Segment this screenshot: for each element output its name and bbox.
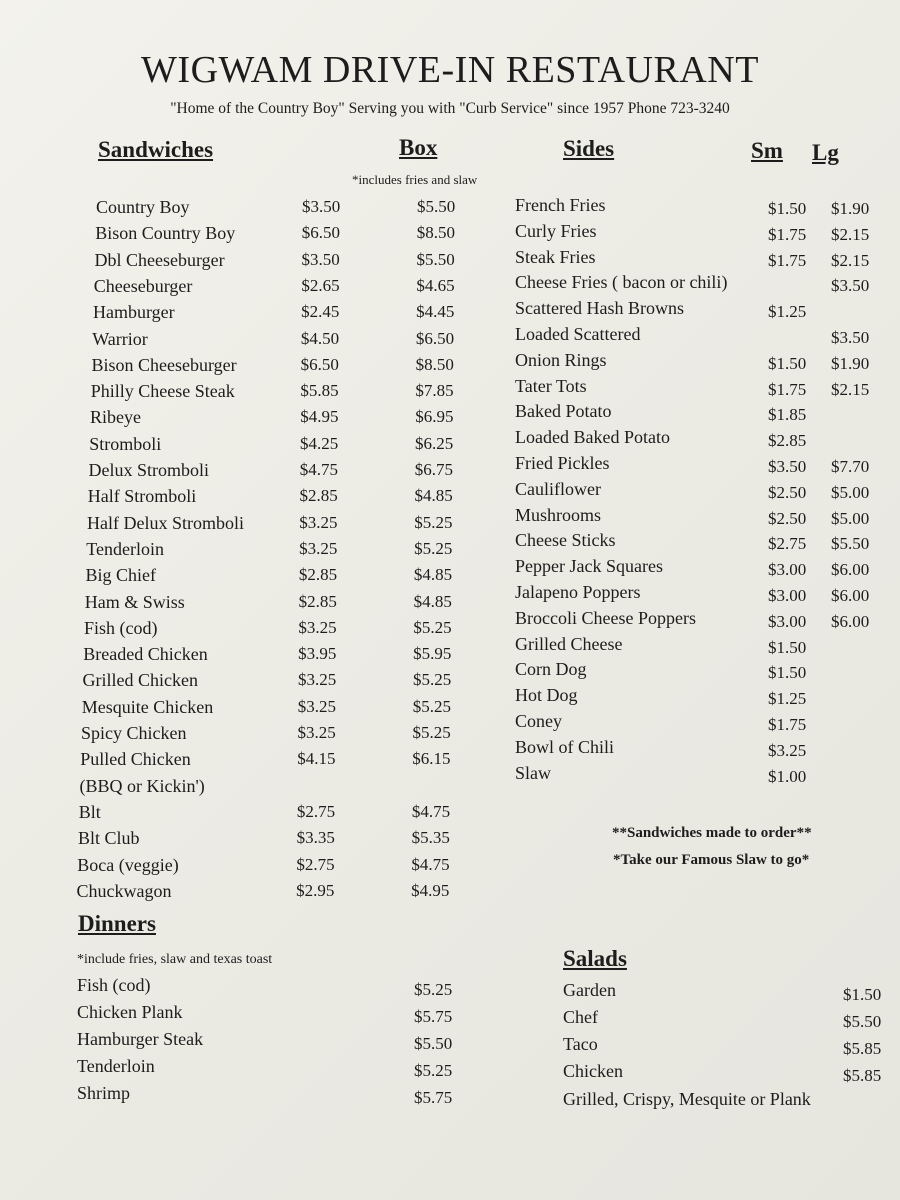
side-name: French Fries xyxy=(515,195,606,215)
dinner-price: $5.75 xyxy=(414,1007,453,1026)
box-note: *includes fries and slaw xyxy=(352,172,478,187)
lg-heading: Lg xyxy=(812,140,839,165)
side-name: Hot Dog xyxy=(515,685,578,706)
side-large-price: $5.00 xyxy=(831,508,870,528)
salad-name: Garden xyxy=(563,980,616,1000)
side-small-price: $1.50 xyxy=(768,199,807,218)
sandwich-name: Chuckwagon xyxy=(76,880,172,901)
side-small-price: $3.00 xyxy=(768,611,807,631)
sandwich-name: Fish (cod) xyxy=(84,617,158,638)
sandwich-box-price: $5.50 xyxy=(417,197,456,216)
slaw-to-go-note: *Take our Famous Slaw to go* xyxy=(613,852,810,868)
side-name: Onion Rings xyxy=(515,349,607,370)
sandwich-price: $4.15 xyxy=(297,749,336,769)
side-large-price: $6.00 xyxy=(831,586,870,605)
side-name: Tater Tots xyxy=(515,375,587,396)
side-large-price: $1.90 xyxy=(831,353,870,373)
sandwich-price: $5.85 xyxy=(300,381,339,401)
side-name: Fried Pickles xyxy=(515,453,610,473)
side-small-price: $1.50 xyxy=(768,353,807,373)
sandwich-name: Boca (veggie) xyxy=(77,854,179,875)
sandwich-box-price: $5.95 xyxy=(413,644,452,664)
side-large-price: $3.50 xyxy=(831,276,870,296)
tagline: "Home of the Country Boy" Serving you with "Curb Service" since 1957 Phone 723-3240 xyxy=(170,100,730,117)
sandwiches-heading: Sandwiches xyxy=(98,137,214,162)
salad-chicken-options: Grilled, Crispy, Mesquite or Plank xyxy=(563,1089,811,1109)
side-small-price: $1.50 xyxy=(768,637,807,657)
side-small-price: $2.50 xyxy=(768,508,807,528)
sandwich-name: Bison Country Boy xyxy=(95,223,236,244)
box-heading: Box xyxy=(399,135,438,160)
sandwich-box-price: $5.25 xyxy=(412,723,451,742)
sandwich-name: Dbl Cheeseburger xyxy=(94,249,225,270)
side-name: Coney xyxy=(515,711,562,731)
sandwich-box-price: $6.15 xyxy=(412,749,451,769)
side-large-price: $2.15 xyxy=(831,224,870,244)
side-name: Cheese Fries ( bacon or chili) xyxy=(515,272,728,293)
side-small-price: $3.25 xyxy=(768,740,807,760)
sandwich-name: Breaded Chicken xyxy=(83,644,208,665)
side-small-price: $3.00 xyxy=(768,560,807,580)
salad-name: Chef xyxy=(563,1007,598,1027)
sandwich-name: Mesquite Chicken xyxy=(81,696,214,717)
dinner-price: $5.25 xyxy=(414,1061,453,1080)
sandwich-price: $3.50 xyxy=(302,197,341,216)
sandwich-box-price: $7.85 xyxy=(415,381,454,401)
side-name: Loaded Baked Potato xyxy=(515,427,670,448)
sandwich-box-price: $4.65 xyxy=(416,275,455,295)
side-small-price: $1.00 xyxy=(768,766,807,786)
side-small-price: $2.50 xyxy=(768,482,807,502)
sandwich-price: $4.25 xyxy=(299,433,339,453)
side-small-price: $2.75 xyxy=(768,534,807,554)
side-name: Cauliflower xyxy=(515,478,601,499)
made-to-order-note: **Sandwiches made to order** xyxy=(612,825,812,841)
side-small-price: $3.50 xyxy=(768,457,807,476)
sandwich-name: Ribeye xyxy=(90,407,141,428)
sandwich-name: Hamburger xyxy=(93,302,175,323)
restaurant-title: WIGWAM DRIVE-IN RESTAURANT xyxy=(141,49,759,91)
side-small-price: $1.25 xyxy=(768,689,807,709)
sandwich-box-price: $6.25 xyxy=(414,433,454,453)
side-small-price: $2.85 xyxy=(768,431,807,451)
side-name: Slaw xyxy=(515,762,551,783)
sandwich-box-price: $5.25 xyxy=(414,512,453,532)
sandwich-name: Tenderloin xyxy=(86,538,164,559)
sandwich-price: $4.75 xyxy=(299,460,338,479)
side-small-price: $3.00 xyxy=(768,586,807,605)
sandwich-price: $2.85 xyxy=(298,565,338,585)
sandwich-name: Delux Stromboli xyxy=(88,460,209,480)
side-name: Bowl of Chili xyxy=(515,736,615,757)
salad-name: Taco xyxy=(563,1034,598,1054)
side-small-price: $1.75 xyxy=(768,224,807,244)
side-name: Jalapeno Poppers xyxy=(515,582,641,602)
sandwich-name: Philly Cheese Steak xyxy=(90,381,235,402)
side-large-price: $6.00 xyxy=(831,611,870,631)
side-large-price: $5.50 xyxy=(831,534,870,554)
side-name: Broccoli Cheese Poppers xyxy=(515,607,696,628)
sandwich-name: Spicy Chicken xyxy=(81,723,187,743)
side-small-price: $1.75 xyxy=(768,250,807,270)
sandwich-price: $3.25 xyxy=(299,538,338,558)
sandwich-box-price: $4.85 xyxy=(413,591,452,611)
sandwich-box-price: $8.50 xyxy=(415,354,454,374)
side-name: Steak Fries xyxy=(515,246,596,267)
side-large-price: $6.00 xyxy=(831,560,870,580)
sandwich-price: $2.85 xyxy=(298,591,337,611)
sandwich-name: Stromboli xyxy=(89,433,162,454)
side-name: Grilled Cheese xyxy=(515,633,623,654)
sandwich-price: $3.25 xyxy=(297,723,336,742)
sandwich-price: $4.95 xyxy=(300,407,339,427)
sandwich-price: $2.75 xyxy=(296,801,336,821)
sandwich-box-price: $5.50 xyxy=(416,249,455,269)
dinners-note: *include fries, slaw and texas toast xyxy=(77,952,273,967)
sandwich-name: Big Chief xyxy=(85,565,156,586)
sandwich-box-price: $4.85 xyxy=(414,486,453,506)
side-name: Corn Dog xyxy=(515,659,587,680)
side-name: Pepper Jack Squares xyxy=(515,556,663,577)
dinner-name: Chicken Plank xyxy=(77,1002,183,1022)
sandwich-name: Country Boy xyxy=(96,197,190,217)
side-small-price: $1.75 xyxy=(768,715,807,734)
sandwich-name: Bison Cheeseburger xyxy=(91,354,237,375)
sandwich-price: $3.25 xyxy=(299,512,338,532)
dinner-name: Hamburger Steak xyxy=(77,1029,204,1049)
side-large-price: $7.70 xyxy=(831,457,870,476)
sandwich-price: $2.75 xyxy=(296,854,335,874)
side-name: Curly Fries xyxy=(515,220,597,241)
sandwich-name: Half Stromboli xyxy=(87,486,197,507)
side-large-price: $3.50 xyxy=(831,328,870,347)
sides-heading: Sides xyxy=(563,136,615,161)
side-name: Mushrooms xyxy=(515,504,602,525)
sandwich-box-price: $4.75 xyxy=(411,801,451,821)
sandwich-box-price: $5.25 xyxy=(414,538,453,558)
sandwich-price: $3.95 xyxy=(298,644,337,664)
side-small-price: $1.25 xyxy=(768,302,807,322)
dinners-heading: Dinners xyxy=(78,911,156,936)
side-large-price: $5.00 xyxy=(831,482,870,502)
sandwich-box-price: $6.75 xyxy=(414,460,453,479)
dinner-price: $5.25 xyxy=(414,980,453,999)
side-large-price: $1.90 xyxy=(831,199,870,218)
sandwich-box-price: $5.35 xyxy=(411,828,450,848)
sandwich-price: $3.50 xyxy=(301,249,340,269)
sandwich-name: Blt Club xyxy=(78,828,140,849)
dinner-price: $5.50 xyxy=(414,1034,453,1053)
dinner-name: Fish (cod) xyxy=(77,975,151,995)
sandwich-price: $6.50 xyxy=(301,223,341,243)
sandwich-box-price: $4.95 xyxy=(411,880,450,900)
sandwich-box-price: $4.45 xyxy=(416,302,455,322)
sandwich-price: $3.35 xyxy=(296,828,335,848)
sandwich-name: Cheeseburger xyxy=(93,275,193,296)
side-name: Loaded Scattered xyxy=(515,324,641,344)
sandwich-name: Grilled Chicken xyxy=(82,670,198,691)
sandwich-name: Ham & Swiss xyxy=(84,591,185,612)
dinner-price: $5.75 xyxy=(414,1088,453,1107)
sandwich-box-price: $4.85 xyxy=(413,565,453,585)
sandwich-name: (BBQ or Kickin') xyxy=(79,775,205,796)
side-name: Baked Potato xyxy=(515,401,612,422)
sandwich-price: $3.25 xyxy=(297,670,337,690)
side-name: Scattered Hash Browns xyxy=(515,298,684,319)
sandwich-price: $2.85 xyxy=(299,486,338,506)
side-name: Cheese Sticks xyxy=(515,530,616,551)
side-large-price: $2.15 xyxy=(831,379,870,399)
salad-name: Chicken xyxy=(563,1061,623,1081)
sandwich-price: $3.25 xyxy=(297,696,336,716)
sandwich-box-price: $5.25 xyxy=(412,670,452,690)
sandwich-box-price: $6.95 xyxy=(415,407,454,427)
sandwich-price: $2.45 xyxy=(301,302,340,322)
dinner-name: Shrimp xyxy=(77,1083,131,1103)
sandwich-box-price: $4.75 xyxy=(411,854,450,874)
sandwich-price: $4.50 xyxy=(300,328,340,348)
sandwich-box-price: $5.25 xyxy=(413,617,452,637)
salads-heading: Salads xyxy=(563,946,627,971)
dinner-name: Tenderloin xyxy=(77,1056,155,1076)
sandwich-box-price: $8.50 xyxy=(416,223,456,243)
sandwich-price: $2.65 xyxy=(301,275,340,295)
side-small-price: $1.75 xyxy=(768,379,807,399)
side-small-price: $1.85 xyxy=(768,405,807,425)
sandwich-name: Blt xyxy=(78,801,101,822)
sandwich-price: $2.95 xyxy=(296,880,335,900)
sandwich-box-price: $5.25 xyxy=(412,696,451,716)
side-large-price: $2.15 xyxy=(831,250,870,270)
salad-price: $5.85 xyxy=(843,1066,882,1085)
sm-heading: Sm xyxy=(751,138,783,163)
salad-price: $5.50 xyxy=(843,1012,882,1031)
sandwich-name: Half Delux Stromboli xyxy=(87,512,244,533)
sandwich-price: $3.25 xyxy=(298,617,337,637)
salad-price: $1.50 xyxy=(843,985,882,1004)
side-small-price: $1.50 xyxy=(768,663,807,683)
sandwich-box-price: $6.50 xyxy=(415,328,455,348)
salad-price: $5.85 xyxy=(843,1039,882,1058)
sandwich-price: $6.50 xyxy=(300,354,339,374)
sandwich-name: Warrior xyxy=(92,328,148,349)
sandwich-name: Pulled Chicken xyxy=(80,749,191,770)
